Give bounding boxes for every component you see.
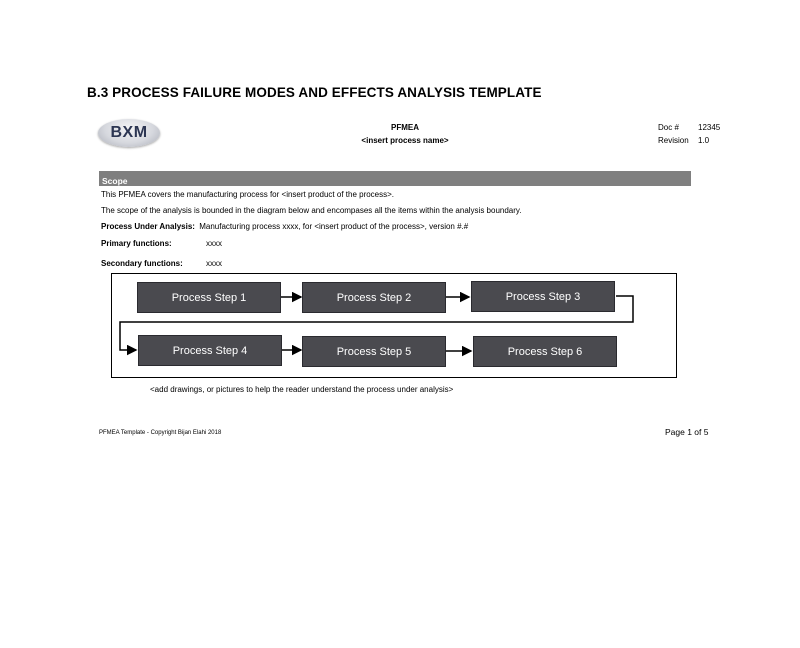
primary-functions-value: xxxx: [206, 239, 222, 248]
process-name: <insert process name>: [361, 136, 449, 145]
primary-functions: [101, 239, 222, 248]
process-step-6: Process Step 6: [473, 336, 617, 367]
process-step-5: Process Step 5: [302, 336, 446, 367]
doc-number: 12345: [698, 123, 721, 132]
process-step-4: Process Step 4: [138, 335, 282, 366]
scope-line-1: This PFMEA covers the manufacturing process for <insert product of the process>.: [101, 190, 395, 199]
secondary-functions-value: xxxx: [206, 259, 222, 268]
footer-page-number: Page 1 of 5: [665, 427, 709, 437]
footer-copyright: PFMEA Template - Copyright Bijan Elahi 2018: [99, 430, 222, 436]
scope-heading-bar: [99, 171, 691, 186]
primary-functions-label: Primary functions:: [101, 239, 172, 248]
company-logo: [98, 119, 160, 147]
page-title: B.3 PROCESS FAILURE MODES AND EFFECTS ANALYSIS TEMPLATE: [87, 85, 542, 100]
scope-line-2: The scope of the analysis is bounded in the diagram below and encompases all the items within the analysis boundary.: [101, 206, 522, 215]
secondary-functions-label: Secondary functions:: [101, 259, 183, 268]
process-under-analysis: [101, 222, 468, 231]
process-step-1: Process Step 1: [137, 282, 281, 313]
logo-text: BXM: [110, 124, 148, 141]
process-step-2: Process Step 2: [302, 282, 446, 313]
diagram-note: <add drawings, or pictures to help the reader understand the process under analysis>: [150, 385, 454, 394]
process-under-analysis-label: Process Under Analysis:: [101, 222, 195, 231]
revision-number: 1.0: [698, 136, 710, 145]
document-meta: [658, 121, 720, 147]
revision-label: Revision: [658, 136, 689, 145]
secondary-functions: [101, 259, 222, 268]
document-header: [300, 121, 510, 147]
doc-type: PFMEA: [391, 123, 419, 132]
process-under-analysis-value: Manufacturing process xxxx, for <insert product of the process>, version #.#: [199, 222, 469, 231]
process-diagram: [111, 273, 677, 378]
process-step-3: Process Step 3: [471, 281, 615, 312]
doc-number-label: Doc #: [658, 123, 679, 132]
scope-heading: Scope: [102, 176, 128, 186]
